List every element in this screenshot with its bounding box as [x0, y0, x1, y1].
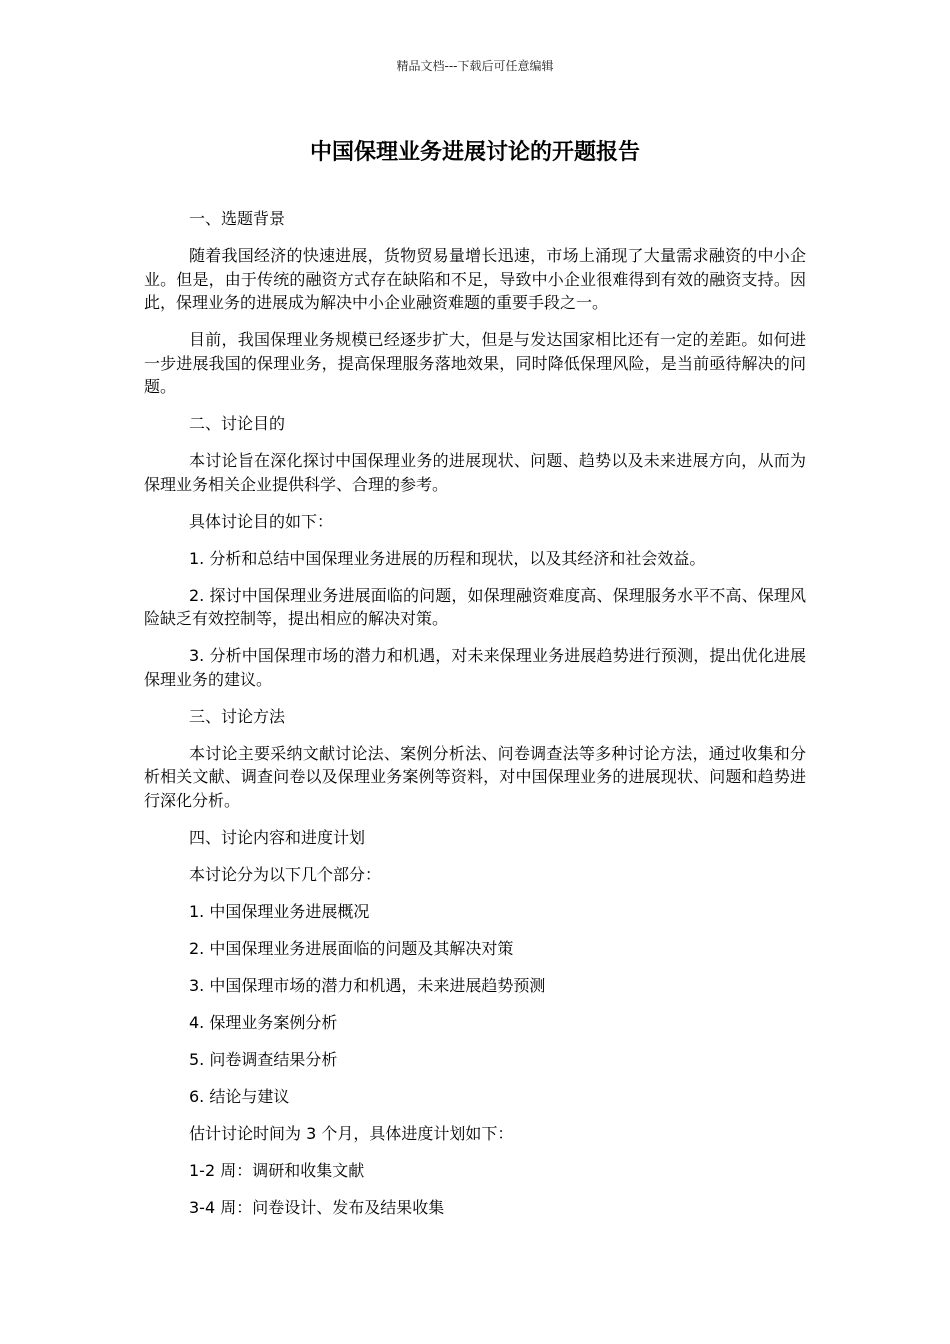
- list-item: 3. 分析中国保理市场的潜力和机遇，对未来保理业务进展趋势进行预测，提出优化进展保理业务的建议。: [144, 646, 806, 689]
- document-title: 中国保理业务进展讨论的开题报告: [309, 140, 640, 165]
- header-note: 精品文档---下载后可任意编辑: [396, 59, 554, 73]
- paragraph: 具体讨论目的如下：: [189, 511, 334, 531]
- list-item: 4. 保理业务案例分析: [189, 1012, 338, 1032]
- section-heading-background: 一、选题背景: [189, 209, 286, 228]
- list-item: 2. 探讨中国保理业务进展面临的问题，如保理融资难度高、保理服务水平不高、保理风险缺乏有效控制等，提出相应的解决对策。: [144, 585, 806, 628]
- list-item: 5. 问卷调查结果分析: [189, 1049, 338, 1069]
- section-heading-purpose: 二、讨论目的: [189, 414, 286, 433]
- section-heading-content-plan: 四、讨论内容和进度计划: [189, 827, 366, 847]
- list-item: 6. 结论与建议: [189, 1086, 290, 1106]
- schedule-item: 3-4 周：问卷设计、发布及结果收集: [189, 1197, 445, 1217]
- section-heading-method: 三、讨论方法: [189, 706, 286, 726]
- list-item: 3. 中国保理市场的潜力和机遇，未来进展趋势预测: [189, 975, 546, 995]
- paragraph: 本讨论主要采纳文献讨论法、案例分析法、问卷调查法等多种讨论方法，通过收集和分析相关文献、调查问卷以及保理业务案例等资料，对中国保理业务的进展现状、问题和趋势进行深化分析。: [144, 743, 806, 810]
- schedule-item: 1-2 周：调研和收集文献: [189, 1160, 365, 1180]
- list-item: 1. 分析和总结中国保理业务进展的历程和现状，以及其经济和社会效益。: [189, 548, 706, 568]
- document-body: [144, 207, 806, 1219]
- paragraph: 本讨论旨在深化探讨中国保理业务的进展现状、问题、趋势以及未来进展方向，从而为保理业务相关企业提供科学、合理的参考。: [144, 451, 806, 494]
- list-item: 1. 中国保理业务进展概况: [189, 901, 370, 921]
- paragraph: 目前，我国保理业务规模已经逐步扩大，但是与发达国家相比还有一定的差距。如何进一步进展我国的保理业务，提高保理服务落地效果，同时降低保理风险，是当前亟待解决的问题。: [144, 330, 806, 396]
- paragraph: 本讨论分为以下几个部分：: [189, 864, 382, 884]
- paragraph: 估计讨论时间为 3 个月，具体进度计划如下：: [189, 1123, 514, 1143]
- list-item: 2. 中国保理业务进展面临的问题及其解决对策: [189, 938, 514, 958]
- paragraph: 随着我国经济的快速进展，货物贸易量增长迅速，市场上涌现了大量需求融资的中小企业。但是，由于传统的融资方式存在缺陷和不足，导致中小企业很难得到有效的融资支持。因此，保理业务的进展成为解决中小企业融资难题的重要手段之一。: [144, 246, 806, 312]
